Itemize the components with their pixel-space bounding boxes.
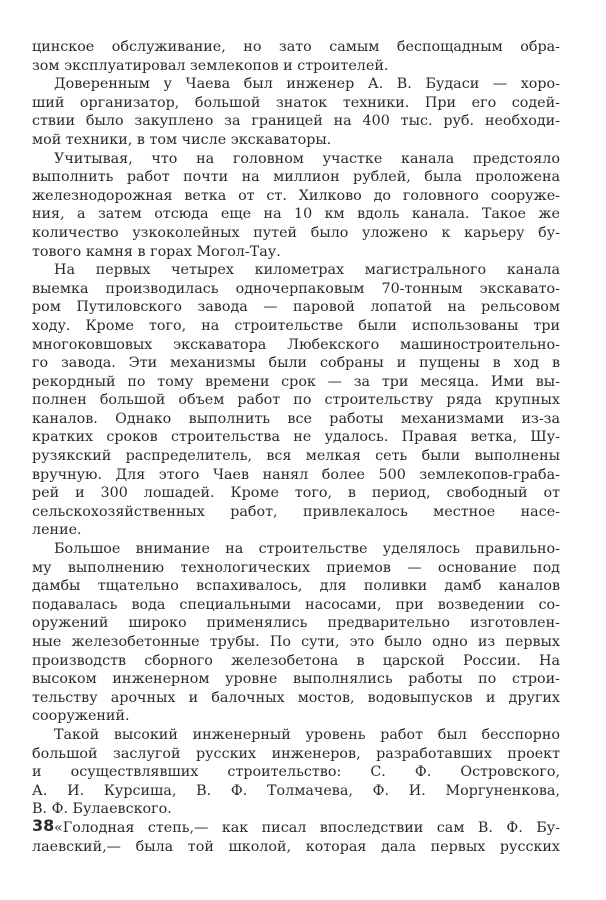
text-line: большой заслугой русских инженеров, разработавших проект <box>32 745 560 762</box>
text-line: зом эксплуатировал землекопов и строителей. <box>32 57 389 74</box>
paragraph <box>32 38 560 75</box>
text-line: выемка производилась одночерпаковым 70-тонным экскавато- <box>32 280 560 297</box>
text-line: Такой высокий инженерный уровень работ был бесспорно <box>54 726 560 743</box>
text-line: подавалась вода специальными насосами, при возведении со- <box>32 596 560 613</box>
text-line: рей и 300 лошадей. Кроме того, в период, свободный от <box>32 485 560 502</box>
paragraph <box>32 726 560 819</box>
text-line: «Голодная степь,— как писал впоследствии сам В. Ф. Бу- <box>54 819 560 836</box>
text-line: ление. <box>32 522 82 539</box>
page-body <box>32 38 560 856</box>
text-line: количество узкоколейных путей было уложено к карьеру бу- <box>32 224 560 241</box>
text-line: сооружений. <box>32 708 130 725</box>
text-line: высоком инженерном уровне выполнялись работы по строи- <box>32 671 560 688</box>
text-line: оружений широко применялись предварительно изготовлен- <box>32 615 560 632</box>
text-line: В. Ф. Булаевского. <box>32 801 172 818</box>
text-line: ные железобетонные трубы. По сути, это было одно из первых <box>32 634 560 650</box>
text-line: рекордный по тому времени срок — за три месяца. Ими вы- <box>32 373 560 390</box>
text-line: тового камня в горах Могол-Тау. <box>32 243 281 260</box>
text-line: тельству арочных и балочных мостов, водовыпусков и других <box>32 689 560 706</box>
text-line: ший организатор, большой знаток техники. При его содей- <box>32 94 560 111</box>
paragraph <box>32 150 560 262</box>
text-line: ходу. Кроме того, на строительстве были использованы три <box>32 317 560 334</box>
text-line: дамбы тщательно вспахивалось, для поливки дамб каналов <box>32 578 560 595</box>
text-line: производств сборного железобетона в царской России. На <box>32 652 560 669</box>
paragraph <box>32 819 560 856</box>
text-line: сельскохозяйственных работ, привлекалось местное насе- <box>32 503 560 520</box>
text-line: Доверенным у Чаева был инженер А. В. Будаси — хоро- <box>54 76 560 93</box>
text-line: кратких сроков строительства не удалось. Правая ветка, Шу- <box>32 429 560 446</box>
text-line: го завода. Эти механизмы были собраны и пущены в ход в <box>32 355 560 372</box>
text-line: ром Путиловского завода — паровой лопатой на рельсовом <box>32 299 560 316</box>
text-line: ния, а затем отсюда еще на 10 км вдоль канала. Такое же <box>32 206 560 223</box>
text-line: цинское обслуживание, но зато самым беспощадным обра- <box>32 39 560 55</box>
text-line: рузякский распределитель, вся мелкая сеть были выполнены <box>32 448 560 465</box>
text-line: вручную. Для этого Чаев нанял более 500 землекопов-граба- <box>32 466 560 483</box>
text-line: многоковшовых экскаватора Любекского машиностроительно- <box>32 336 560 353</box>
text-line: полнен большой объем работ по строительству ряда крупных <box>32 392 560 409</box>
text-line: А. И. Курсиша, В. Ф. Толмачева, Ф. И. Моргуненкова, <box>32 782 560 799</box>
text-line: Большое внимание на строительстве уделялось правильно- <box>54 541 560 558</box>
text-line: лаевский,— была той школой, которая дала первых русских <box>32 838 560 855</box>
text-line: выполнить работ почти на миллион рублей, была проложена <box>32 169 560 186</box>
text-line: и осуществлявших строительство: С. Ф. Островского, <box>32 764 560 781</box>
text-line: мой техники, в том числе экскаваторы. <box>32 131 332 148</box>
paragraph <box>32 261 560 540</box>
text-line: На первых четырех километрах магистрального канала <box>54 262 560 279</box>
paragraph <box>32 540 560 726</box>
text-line: ствии было закуплено за границей на 400 тыс. руб. необходи- <box>32 113 560 130</box>
text-line: железнодорожная ветка от ст. Хилково до головного сооруже- <box>32 187 560 204</box>
page-number: 38 <box>32 816 55 835</box>
text-line: каналов. Однако выполнить все работы механизмами из-за <box>32 410 560 427</box>
text-line: му выполнению технологических приемов — основание под <box>32 559 560 576</box>
text-line: Учитывая, что на головном участке канала предстояло <box>54 150 560 167</box>
paragraph <box>32 75 560 149</box>
